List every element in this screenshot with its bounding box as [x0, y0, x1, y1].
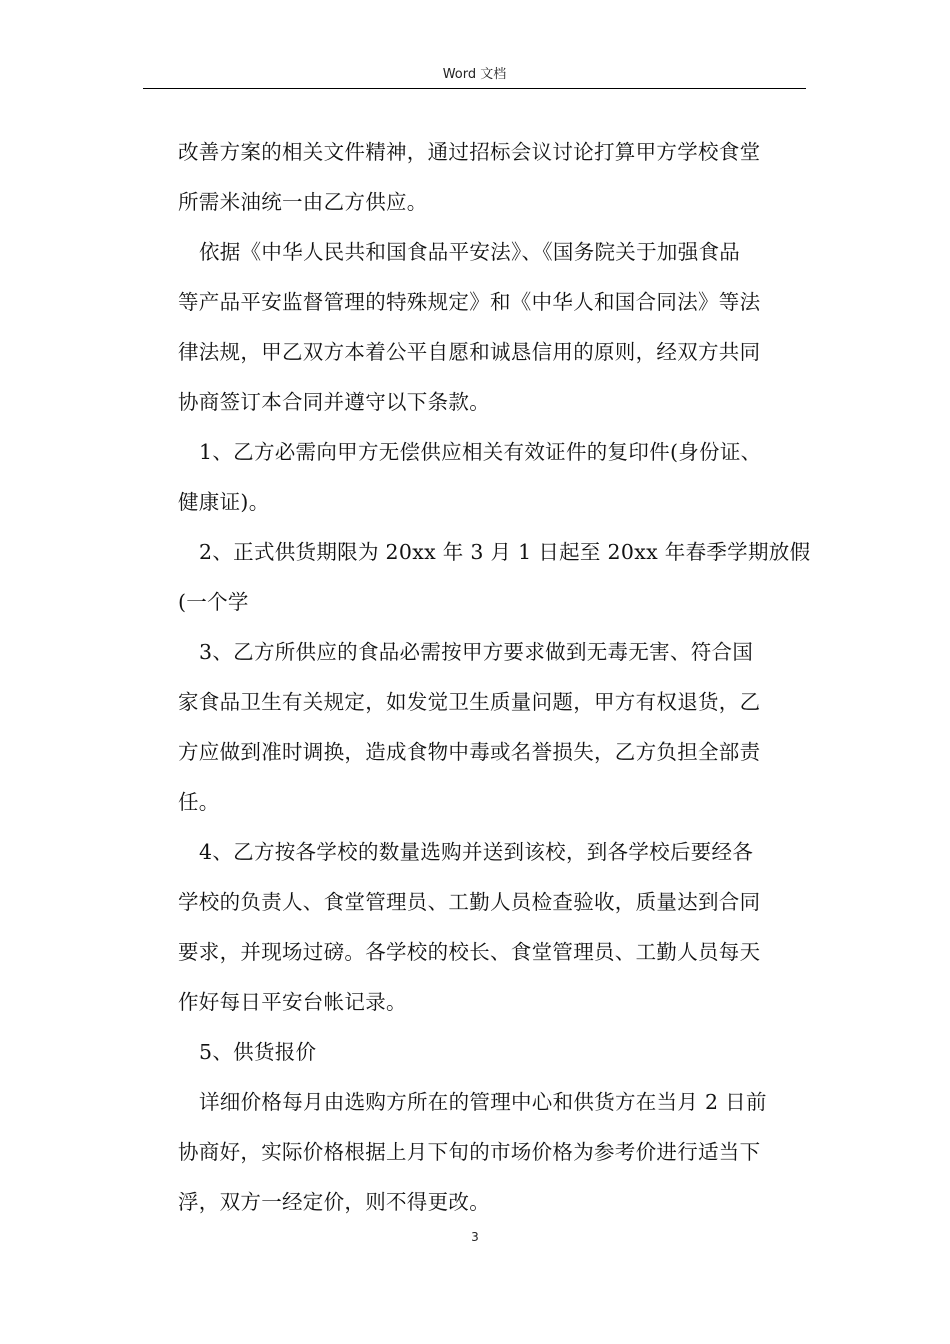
text-line: 5、供货报价	[199, 1040, 317, 1064]
text-line: 方应做到准时调换，造成食物中毒或名誉损失，乙方负担全部责	[178, 740, 761, 764]
text-line: 律法规，甲乙双方本着公平自愿和诚恳信用的原则，经双方共同	[178, 340, 761, 364]
text-line: 2、正式供货期限为 20xx 年 3 月 1 日起至 20xx 年春季学期放假	[199, 540, 811, 564]
page-header: Word 文档	[442, 67, 507, 82]
text-line: 健康证)。	[178, 490, 270, 514]
text-line: 4、乙方按各学校的数量选购并送到该校，到各学校后要经各	[199, 840, 754, 864]
text-line: 协商好，实际价格根据上月下旬的市场价格为参考价进行适当下	[178, 1140, 761, 1164]
text-line: 详细价格每月由选购方所在的管理中心和供货方在当月 2 日前	[199, 1090, 767, 1114]
text-line: 作好每日平安台帐记录。	[178, 990, 407, 1014]
text-line: 要求，并现场过磅。各学校的校长、食堂管理员、工勤人员每天	[178, 940, 761, 964]
page-number: 3	[471, 1230, 479, 1244]
text-line: 家食品卫生有关规定，如发觉卫生质量问题，甲方有权退货，乙	[178, 690, 761, 714]
text-line: 等产品平安监督管理的特殊规定》和《中华人和国合同法》等法	[178, 290, 761, 314]
text-line: 任。	[178, 790, 220, 814]
text-line: 浮，双方一经定价，则不得更改。	[178, 1190, 490, 1214]
text-line: (一个学	[178, 590, 249, 614]
text-line: 改善方案的相关文件精神，通过招标会议讨论打算甲方学校食堂	[178, 140, 761, 164]
text-line: 学校的负责人、食堂管理员、工勤人员检查验收，质量达到合同	[178, 890, 761, 914]
text-line: 3、乙方所供应的食品必需按甲方要求做到无毒无害、符合国	[199, 640, 754, 664]
text-line: 依据《中华人民共和国食品平安法》、《国务院关于加强食品	[199, 240, 741, 264]
text-line: 所需米油统一由乙方供应。	[178, 190, 428, 214]
document-body	[178, 127, 811, 1227]
text-line: 1、乙方必需向甲方无偿供应相关有效证件的复印件(身份证、	[199, 440, 762, 464]
text-line: 协商签订本合同并遵守以下条款。	[178, 390, 490, 414]
header-rule	[143, 88, 806, 89]
